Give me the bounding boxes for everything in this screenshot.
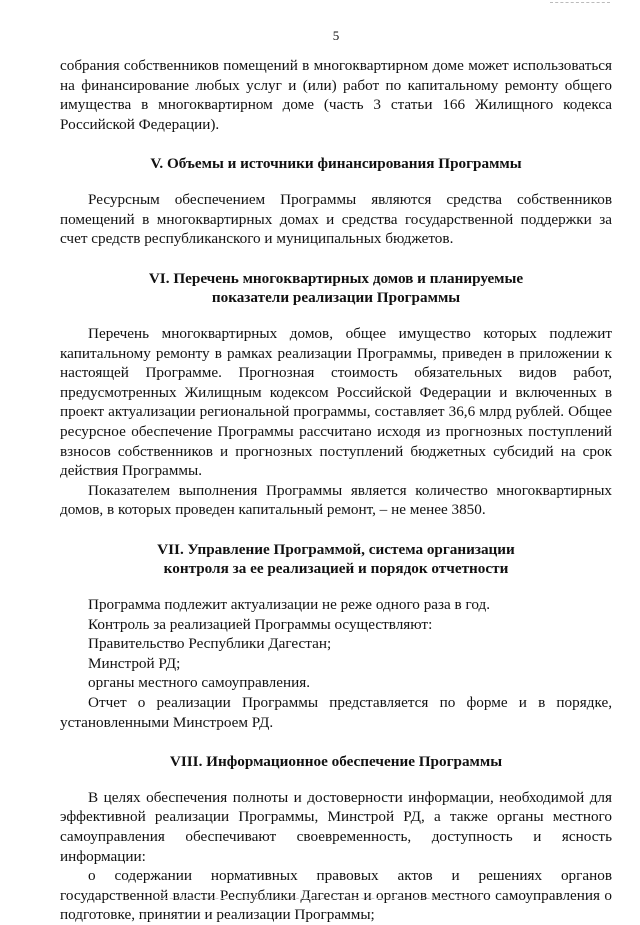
- section-7-line-3: Правительство Республики Дагестан;: [88, 635, 332, 653]
- section-7-line-4: Минстрой РД;: [88, 654, 181, 672]
- section-6-title-line-1: VI. Перечень многоквартирных домов и планируемые: [148, 269, 524, 287]
- page-number: 5: [332, 28, 340, 43]
- section-7-title-line-1: VII. Управление Программой, система организации: [157, 540, 515, 558]
- section-8-paragraph-1: В целях обеспечения полноты и достоверности информации, необходимой для эффективной реализации Программы, Минстрой РД, а также органы местного самоуправления обеспечивают своевременность, доступность и ясность информации:: [60, 788, 612, 865]
- section-6-title-line-2: показатели реализации Программы: [211, 289, 461, 307]
- section-5-title: V. Объемы и источники финансирования Программы: [150, 155, 522, 173]
- section-8-title: VIII. Информационное обеспечение Программы: [169, 753, 503, 771]
- section-7-paragraph: Отчет о реализации Программы представляется по форме и в порядке, установленными Минстроем РД.: [60, 694, 612, 731]
- section-5-paragraph: Ресурсным обеспечением Программы являются средства собственников помещений в многоквартирных домах и средства государственной поддержки за счет средств республиканского и муниципальных бюджетов.: [60, 190, 612, 248]
- section-7-line-1: Программа подлежит актуализации не реже одного раза в год.: [88, 596, 491, 614]
- scan-artifact-top: [550, 2, 610, 5]
- section-6-paragraph-1: Перечень многоквартирных домов, общее имущество которых подлежит капитальному ремонту в рамках реализации Программы, приведен в приложении к настоящей Программе. Прогнозная стоимость обязательных видов работ, предусмотренных Жилищным кодексом Российской Федерации и включенных в проект актуализации региональной программы, составляет 36,6 млрд рублей. Общее ресурсное обеспечение Программы рассчитано исходя из прогнозных поступлений взносов собственников и прогнозных поступлений бюджетных субсидий на срок действия Программы.: [60, 324, 612, 480]
- section-7-line-2: Контроль за реализацией Программы осуществляют:: [88, 615, 433, 633]
- document-page: [60, 28, 612, 925]
- intro-paragraph: собрания собственников помещений в многоквартирном доме может использоваться на финансирование любых услуг и (или) работ по капитальному ремонту общего имущества в многоквартирном доме (часть 3 статьи 166 Жилищного кодекса Российской Федерации).: [60, 57, 612, 133]
- section-7-title-line-2: контроля за ее реализацией и порядок отчетности: [163, 560, 509, 578]
- scan-artifact-bottom: [160, 898, 480, 901]
- section-6-paragraph-2: Показателем выполнения Программы является количество многоквартирных домов, в которых проведен капитальный ремонт, – не менее 3850.: [60, 481, 612, 519]
- section-7-line-5: органы местного самоуправления.: [88, 674, 311, 692]
- section-8-paragraph-2: о содержании нормативных правовых актов и решениях органов государственной власти Республики Дагестан и органов местного самоуправления о подготовке, принятии и реализации Программы;: [60, 867, 612, 924]
